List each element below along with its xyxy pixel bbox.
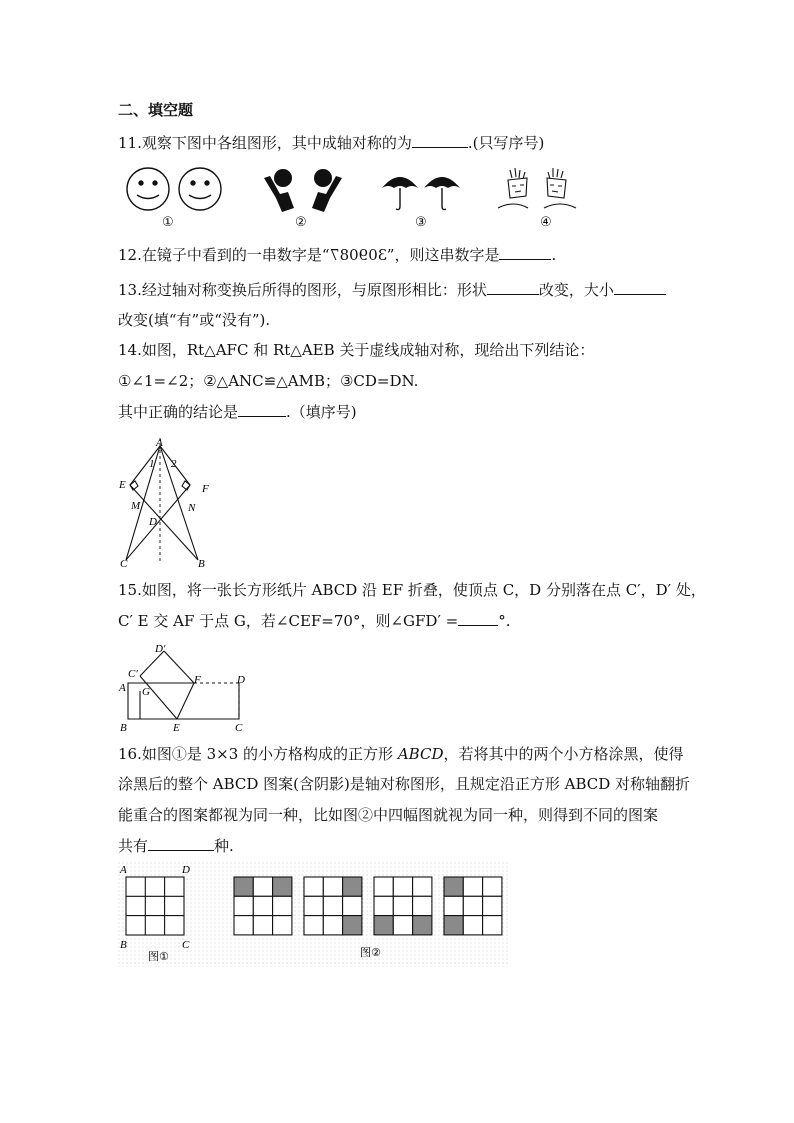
umbrellas-figure (382, 177, 460, 210)
figure-2-grid-2 (304, 877, 362, 935)
grid-cell (253, 877, 272, 896)
q11-label-4: ④ (540, 215, 552, 230)
q13-answer-blank-2[interactable] (614, 280, 666, 295)
smiley-faces-figure (127, 168, 221, 210)
q12-text (118, 245, 556, 265)
q13-stem-b: 改变，大小 (538, 281, 614, 299)
grid-cell (304, 896, 323, 915)
q16-caption-1: 图① (148, 950, 169, 963)
shaded-cell (413, 916, 432, 935)
q14-label-A: A (156, 437, 163, 449)
grid-cell (463, 877, 482, 896)
q16-line3: 能重合的图案都视为同一种，比如图②中四幅图就视为同一种，则得到不同的图案 (118, 806, 659, 824)
q16-label-C: C (182, 939, 190, 951)
q14-label-E: E (119, 479, 126, 491)
q11-answer-blank[interactable] (412, 133, 468, 148)
q14-angle-1: 1 (149, 458, 155, 470)
q16-line2: 涂黑后的整个 ABCD 图案(含阴影)是轴对称图形，且规定沿正方形 ABCD 对称轴翻折 (118, 775, 691, 793)
grid-cell (253, 896, 272, 915)
shaded-cell (374, 916, 393, 935)
q16-abcd: ABCD (397, 745, 444, 763)
grid-cell (463, 896, 482, 915)
q16-tail: 种. (214, 837, 234, 855)
q11-label-1: ① (162, 215, 174, 230)
figure-1-grid (126, 877, 184, 935)
q15-stem: C′ E 交 AF 于点 G，若∠CEF=70°，则∠GFD′ = (118, 612, 459, 630)
shaded-cell (343, 916, 362, 935)
q15-tail: °. (498, 612, 511, 630)
grid-cell (393, 896, 412, 915)
figure-2-grid-1 (234, 877, 292, 935)
q14-label-M: M (131, 500, 141, 512)
q15-label-E: E (173, 722, 180, 734)
q16-label-A: A (120, 864, 127, 876)
q16-caption-2: 图② (360, 946, 381, 959)
grid-cell (234, 896, 253, 915)
q14-label-D: D (149, 516, 157, 528)
grid-cell (273, 916, 292, 935)
q11-text (118, 133, 544, 153)
q14-answer-blank[interactable] (238, 402, 286, 417)
shaded-cell (273, 877, 292, 896)
q14-line2: ①∠1=∠2；②△ANC≌△AMB；③CD=DN. (118, 372, 419, 390)
grid-cell (323, 896, 342, 915)
q15-answer-blank[interactable] (458, 611, 498, 626)
grid-cell (304, 916, 323, 935)
q13-answer-blank-1[interactable] (487, 280, 539, 295)
grid-cell (393, 916, 412, 935)
q15-label-G: G (142, 686, 150, 698)
q11-label-3: ③ (415, 215, 427, 230)
q12-answer-blank[interactable] (499, 245, 551, 260)
grid-cell (483, 896, 502, 915)
shaded-cell (444, 916, 463, 935)
q14-label-F: F (202, 483, 209, 495)
q12-tail: . (551, 246, 557, 264)
q16-stem-b: ，若将其中的两个小方格涂黑，使得 (443, 745, 684, 763)
q11-tail: .(只写序号) (467, 134, 545, 152)
q16-figure (118, 862, 508, 967)
q11-label-2: ② (295, 215, 307, 230)
grid-cell (304, 877, 323, 896)
q15-line1: 15.如图，将一张长方形纸片 ABCD 沿 EF 折叠，使顶点 C，D 分别落在点 C′，D′ 处， (118, 581, 706, 599)
q15-label-D-prime: D′ (155, 643, 166, 655)
q16-answer-blank[interactable] (148, 836, 214, 851)
grid-cell (463, 916, 482, 935)
q11-figures (118, 164, 598, 234)
grid-cell (483, 877, 502, 896)
q16-line4 (118, 836, 234, 856)
grid-cell (393, 877, 412, 896)
q16-line1 (118, 744, 683, 764)
silhouette-pair-figure (264, 169, 342, 212)
shaded-cell (444, 877, 463, 896)
q14-figure (116, 436, 226, 571)
figure-2-grid-3 (374, 877, 432, 935)
sketched-heads-figure (498, 168, 576, 208)
q13-line2: 改变(填“有”或“没有”). (118, 311, 271, 329)
q14-label-C: C (120, 558, 128, 570)
q16-stem: 16.如图①是 3×3 的小方格构成的正方形 (118, 745, 398, 763)
q16-label-B: B (120, 939, 127, 951)
q16-label-D: D (182, 864, 190, 876)
grid-cell (273, 896, 292, 915)
q14-angle-2: 2 (171, 458, 177, 470)
q15-figure (116, 641, 248, 735)
q13-stem: 13.经过轴对称变换后所得的图形，与原图形相比：形状 (118, 281, 487, 299)
shaded-cell (234, 877, 253, 896)
grid-cell (253, 916, 272, 935)
q15-label-A: A (119, 682, 126, 694)
q16-stem-d: 共有 (118, 837, 149, 855)
grid-cell (234, 916, 253, 935)
grid-cell (343, 896, 362, 915)
q12-mirrored-number: 309087 (329, 246, 387, 264)
q15-label-F: F (194, 674, 201, 686)
grid-cell (374, 877, 393, 896)
q13-line1 (118, 280, 666, 300)
figure-2-grid-4 (444, 877, 502, 935)
q12-stem: 12.在镜子中看到的一串数字是“ (118, 246, 330, 264)
q14-label-N: N (188, 502, 196, 514)
grid-cell (444, 896, 463, 915)
grid-cell (323, 916, 342, 935)
grid-cell (483, 916, 502, 935)
q15-label-B: B (120, 722, 127, 734)
q15-label-C-prime: C′ (128, 668, 138, 680)
q14-tail: .（填序号) (286, 403, 357, 421)
q15-label-D: D (237, 674, 245, 686)
section-title: 二、填空题 (118, 101, 194, 119)
shaded-cell (343, 877, 362, 896)
q14-label-B: B (198, 558, 205, 570)
grid-cell (413, 877, 432, 896)
q15-line2 (118, 611, 510, 631)
q15-label-C: C (235, 722, 243, 734)
q12-stem-b: ”，则这串数字是 (386, 246, 500, 264)
grid-cell (323, 877, 342, 896)
q14-line3 (118, 402, 357, 422)
q11-stem: 11.观察下图中各组图形，其中成轴对称的为 (118, 134, 412, 152)
grid-cell (374, 896, 393, 915)
grid-cell (413, 896, 432, 915)
q14-line1: 14.如图，Rt△AFC 和 Rt△AEB 关于虚线成轴对称，现给出下列结论： (118, 341, 595, 359)
q14-stem: 其中正确的结论是 (118, 403, 239, 421)
